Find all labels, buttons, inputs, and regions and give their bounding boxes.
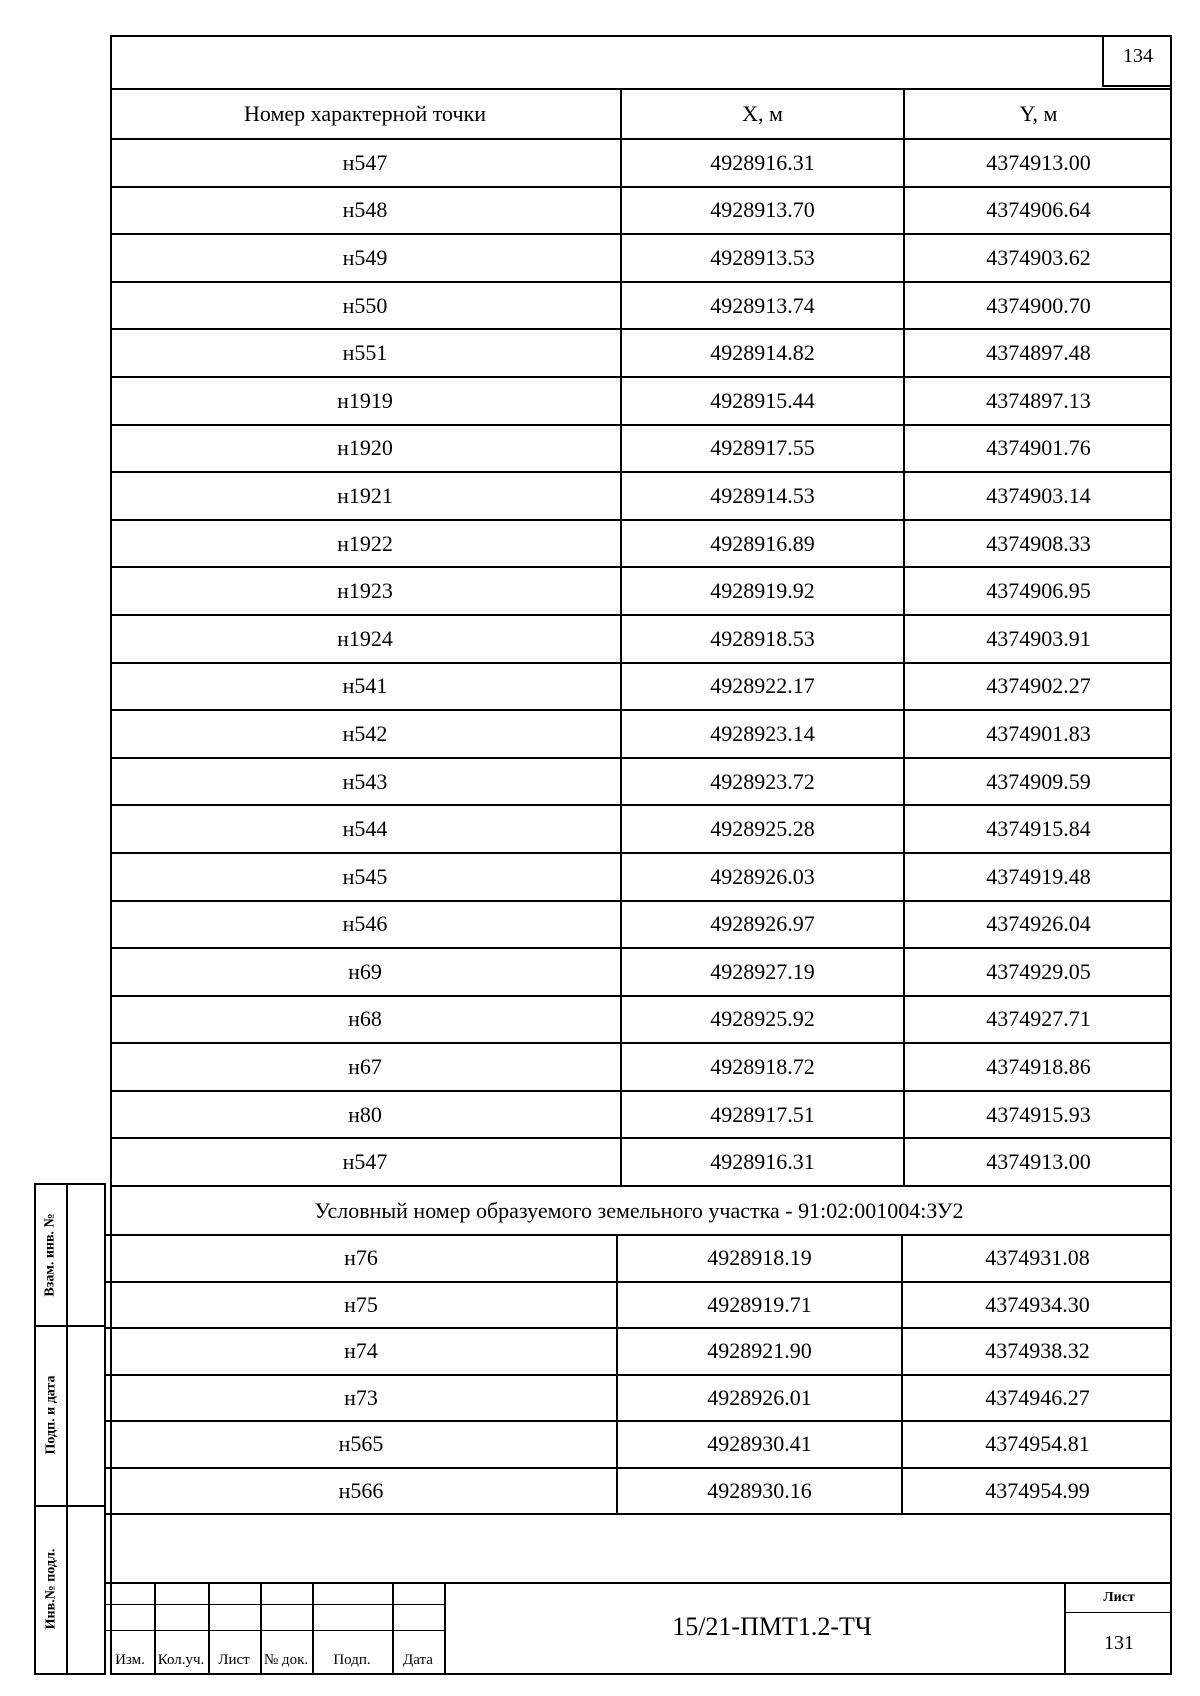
x-coordinate-cell: 4928921.90 xyxy=(616,1329,901,1374)
point-number-cell: н542 xyxy=(342,720,388,746)
table-row xyxy=(110,806,1172,854)
x-coordinate-cell: 4928914.53 xyxy=(620,473,903,519)
table-row xyxy=(110,283,1172,331)
point-number-cell: н76 xyxy=(344,1245,378,1271)
x-coordinate-cell: 4928914.82 xyxy=(620,330,903,376)
x-coordinate-cell: 4928925.92 xyxy=(620,997,903,1043)
y-coordinate-cell: 4374954.99 xyxy=(901,1469,1172,1514)
table-row xyxy=(106,1283,1172,1330)
table-row xyxy=(110,854,1172,902)
point-number-cell: н73 xyxy=(344,1384,378,1410)
point-number-cell: н549 xyxy=(342,244,388,270)
table-row xyxy=(110,759,1172,807)
table-row xyxy=(110,902,1172,950)
table-row xyxy=(110,616,1172,664)
header-point-number: Номер характерной точки xyxy=(244,101,486,126)
x-coordinate-cell: 4928926.03 xyxy=(620,854,903,900)
table-row xyxy=(110,664,1172,712)
x-coordinate-cell: 4928925.28 xyxy=(620,806,903,852)
point-number-cell: н566 xyxy=(338,1477,384,1503)
side-stamp xyxy=(34,1183,106,1675)
point-number-cell: н550 xyxy=(342,292,388,318)
y-coordinate-cell: 4374909.59 xyxy=(903,759,1172,805)
table-row xyxy=(110,235,1172,283)
table-row xyxy=(110,1092,1172,1140)
y-coordinate-cell: 4374915.84 xyxy=(903,806,1172,852)
x-coordinate-cell: 4928926.97 xyxy=(620,902,903,948)
x-coordinate-cell: 4928918.19 xyxy=(616,1236,901,1281)
point-number-cell: н69 xyxy=(348,958,382,984)
page-number-box xyxy=(1102,35,1172,87)
tb-col-sign: Подп. xyxy=(333,1652,371,1668)
y-coordinate-cell: 4374901.76 xyxy=(903,426,1172,472)
x-coordinate-cell: 4928923.72 xyxy=(620,759,903,805)
x-coordinate-cell: 4928918.72 xyxy=(620,1044,903,1090)
point-number-cell: н75 xyxy=(344,1291,378,1317)
point-number-cell: н67 xyxy=(348,1054,382,1080)
table-row xyxy=(110,997,1172,1045)
y-coordinate-cell: 4374908.33 xyxy=(903,521,1172,567)
x-coordinate-cell: 4928919.92 xyxy=(620,568,903,614)
table-row xyxy=(110,330,1172,378)
y-coordinate-cell: 4374929.05 xyxy=(903,949,1172,995)
tb-row-line xyxy=(106,1630,444,1631)
tb-divider xyxy=(444,1584,446,1675)
tb-col-count: Кол.уч. xyxy=(157,1652,205,1668)
sheet-number: 131 xyxy=(1104,1632,1134,1654)
table-row xyxy=(106,1376,1172,1423)
y-coordinate-cell: 4374927.71 xyxy=(903,997,1172,1043)
tb-col-date: Дата xyxy=(403,1652,433,1668)
x-coordinate-cell: 4928930.41 xyxy=(616,1422,901,1467)
y-coordinate-cell: 4374926.04 xyxy=(903,902,1172,948)
document-code: 15/21-ПМТ1.2-ТЧ xyxy=(672,1612,872,1641)
y-coordinate-cell: 4374913.00 xyxy=(903,1139,1172,1185)
point-number-cell: н543 xyxy=(342,768,388,794)
y-coordinate-cell: 4374919.48 xyxy=(903,854,1172,900)
y-coordinate-cell: 4374902.27 xyxy=(903,664,1172,710)
section-title: Условный номер образуемого земельного участка - 91:02:001004:ЗУ2 xyxy=(106,1188,1172,1236)
point-number-cell: н80 xyxy=(348,1101,382,1127)
x-coordinate-cell: 4928915.44 xyxy=(620,378,903,424)
point-number-cell: н547 xyxy=(342,149,388,175)
coordinates-table-body-2 xyxy=(106,1236,1172,1515)
x-coordinate-cell: 4928913.53 xyxy=(620,235,903,281)
title-block xyxy=(106,1582,1172,1675)
point-number-cell: н551 xyxy=(342,340,388,366)
point-number-cell: н1923 xyxy=(337,578,393,604)
table-row xyxy=(110,949,1172,997)
tb-col-sheet: Лист xyxy=(218,1652,250,1668)
y-coordinate-cell: 4374906.95 xyxy=(903,568,1172,614)
y-coordinate-cell: 4374954.81 xyxy=(901,1422,1172,1467)
y-coordinate-cell: 4374903.91 xyxy=(903,616,1172,662)
point-number-cell: н1920 xyxy=(337,435,393,461)
y-coordinate-cell: 4374906.64 xyxy=(903,188,1172,234)
point-number-cell: н1924 xyxy=(337,625,393,651)
x-coordinate-cell: 4928916.89 xyxy=(620,521,903,567)
y-coordinate-cell: 4374915.93 xyxy=(903,1092,1172,1138)
x-coordinate-cell: 4928919.71 xyxy=(616,1283,901,1328)
table-row xyxy=(110,568,1172,616)
table-row xyxy=(106,1469,1172,1516)
point-number-cell: н541 xyxy=(342,673,388,699)
tb-col-doc-no: № док. xyxy=(263,1652,309,1668)
point-number-cell: н544 xyxy=(342,816,388,842)
tb-col-change: Изм. xyxy=(115,1652,145,1668)
sheet-label: Лист xyxy=(1103,1590,1135,1605)
y-coordinate-cell: 4374946.27 xyxy=(901,1376,1172,1421)
header-y: Y, м xyxy=(903,90,1172,138)
x-coordinate-cell: 4928913.70 xyxy=(620,188,903,234)
x-coordinate-cell: 4928916.31 xyxy=(620,140,903,186)
x-coordinate-cell: 4928930.16 xyxy=(616,1469,901,1514)
point-number-cell: н68 xyxy=(348,1006,382,1032)
point-number-cell: н565 xyxy=(338,1431,384,1457)
x-coordinate-cell: 4928913.74 xyxy=(620,283,903,329)
x-coordinate-cell: 4928918.53 xyxy=(620,616,903,662)
table-row xyxy=(106,1236,1172,1283)
point-number-cell: н546 xyxy=(342,911,388,937)
table-row xyxy=(110,1139,1172,1187)
point-number-cell: н74 xyxy=(344,1338,378,1364)
point-number-cell: н1921 xyxy=(337,482,393,508)
table-row xyxy=(110,1044,1172,1092)
x-coordinate-cell: 4928922.17 xyxy=(620,664,903,710)
point-number-cell: н547 xyxy=(342,1149,388,1175)
table-row xyxy=(110,473,1172,521)
point-number-cell: н1919 xyxy=(337,387,393,413)
x-coordinate-cell: 4928916.31 xyxy=(620,1139,903,1185)
x-coordinate-cell: 4928926.01 xyxy=(616,1376,901,1421)
table-header xyxy=(110,88,1172,140)
y-coordinate-cell: 4374913.00 xyxy=(903,140,1172,186)
header-x: X, м xyxy=(620,90,903,138)
point-number-cell: н1922 xyxy=(337,530,393,556)
point-number-cell: н548 xyxy=(342,197,388,223)
y-coordinate-cell: 4374918.86 xyxy=(903,1044,1172,1090)
table-row xyxy=(106,1329,1172,1376)
table-row xyxy=(110,521,1172,569)
y-coordinate-cell: 4374903.14 xyxy=(903,473,1172,519)
table-row xyxy=(110,711,1172,759)
y-coordinate-cell: 4374938.32 xyxy=(901,1329,1172,1374)
coordinates-table-body xyxy=(110,140,1172,1187)
x-coordinate-cell: 4928917.55 xyxy=(620,426,903,472)
y-coordinate-cell: 4374903.62 xyxy=(903,235,1172,281)
table-row xyxy=(110,426,1172,474)
table-row xyxy=(110,188,1172,236)
y-coordinate-cell: 4374897.48 xyxy=(903,330,1172,376)
table-row xyxy=(110,140,1172,188)
side-stamp-divider xyxy=(66,1185,68,1673)
side-label-inv-original: Инв.№ подл. xyxy=(43,1548,58,1630)
y-coordinate-cell: 4374897.13 xyxy=(903,378,1172,424)
page-number: 134 xyxy=(1123,45,1153,67)
y-coordinate-cell: 4374934.30 xyxy=(901,1283,1172,1328)
table-row xyxy=(110,378,1172,426)
x-coordinate-cell: 4928923.14 xyxy=(620,711,903,757)
side-label-replace-inv: Взам. инв. № xyxy=(43,1213,59,1297)
y-coordinate-cell: 4374900.70 xyxy=(903,283,1172,329)
x-coordinate-cell: 4928917.51 xyxy=(620,1092,903,1138)
table-row xyxy=(106,1422,1172,1469)
tb-row-line xyxy=(106,1604,444,1605)
x-coordinate-cell: 4928927.19 xyxy=(620,949,903,995)
y-coordinate-cell: 4374901.83 xyxy=(903,711,1172,757)
y-coordinate-cell: 4374931.08 xyxy=(901,1236,1172,1281)
point-number-cell: н545 xyxy=(342,863,388,889)
side-label-sign-date: Подп. и дата xyxy=(43,1375,58,1455)
tb-row-line xyxy=(1064,1612,1172,1613)
